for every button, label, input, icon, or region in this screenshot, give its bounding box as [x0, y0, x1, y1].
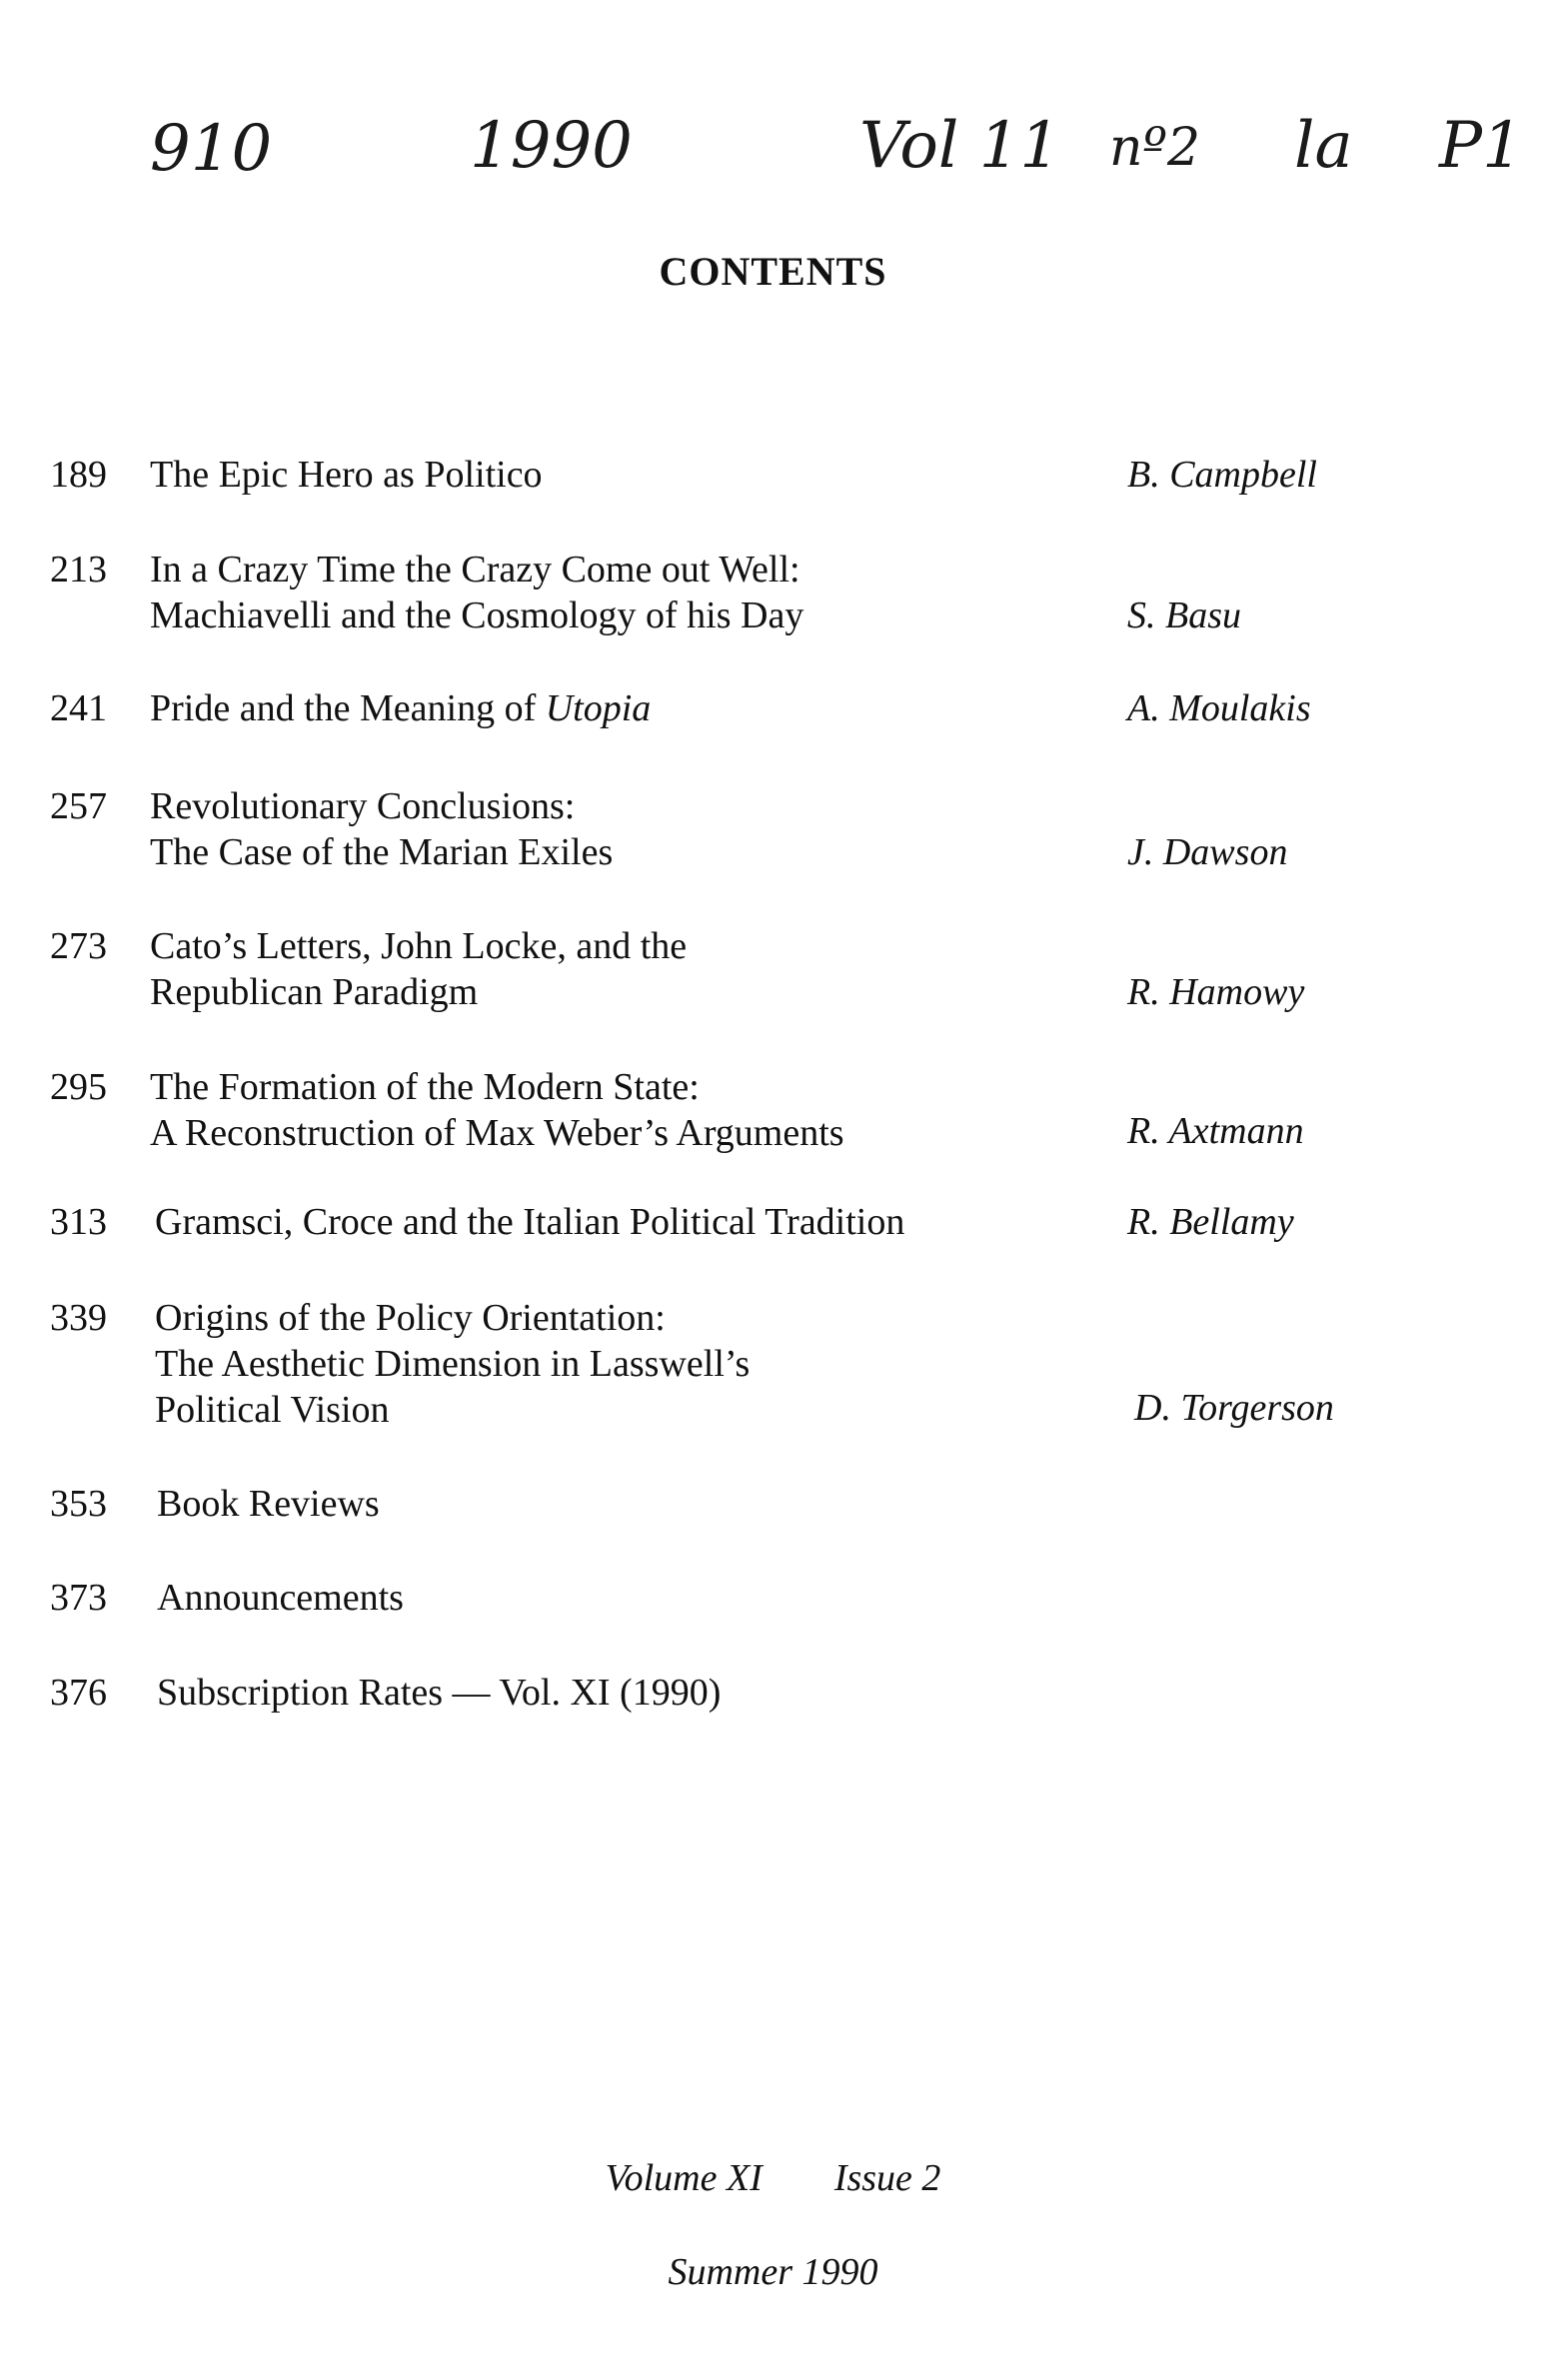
toc-author: B. Campbell	[1127, 454, 1317, 496]
toc-title-line: Political Vision	[155, 1389, 390, 1431]
toc-title-line: Revolutionary Conclusions:	[150, 785, 576, 827]
issue-label: Issue 2	[833, 2157, 941, 2199]
toc-title	[155, 1295, 750, 1433]
toc-page-number: 189	[50, 454, 107, 496]
handwritten-language: la	[1294, 109, 1353, 183]
toc-title	[150, 685, 651, 731]
toc-title-line: In a Crazy Time the Crazy Come out Well:	[150, 549, 800, 591]
toc-page-number: 241	[50, 687, 107, 729]
toc-title-text: Pride and the Meaning of	[150, 687, 546, 729]
toc-page-number: 213	[50, 549, 107, 591]
toc-page-number: 373	[50, 1577, 107, 1619]
handwritten-volume: Vol 11	[859, 109, 1061, 183]
toc-title	[157, 1575, 404, 1621]
toc-author: D. Torgerson	[1134, 1387, 1334, 1429]
issue-line	[0, 2156, 1546, 2200]
toc-title-line: Machiavelli and the Cosmology of his Day	[150, 595, 804, 636]
handwritten-classification: 910	[150, 112, 273, 186]
toc-title-line: A Reconstruction of Max Weber’s Arguments	[150, 1112, 844, 1154]
toc-author: J. Dawson	[1127, 831, 1288, 873]
toc-page-number: 273	[50, 925, 107, 967]
toc-title-line: Republican Paradigm	[150, 971, 479, 1013]
handwritten-annotation	[0, 95, 1546, 205]
toc-title	[157, 1481, 380, 1527]
toc-page-number: 339	[50, 1297, 107, 1339]
toc-title-line	[150, 685, 651, 731]
toc-title	[150, 783, 613, 875]
toc-author: R. Axtmann	[1127, 1110, 1304, 1152]
toc-title-line: The Case of the Marian Exiles	[150, 831, 614, 873]
toc-title-line: The Aesthetic Dimension in Lasswell’s	[155, 1343, 751, 1385]
toc-title	[150, 923, 687, 1015]
toc-page-number: 295	[50, 1066, 107, 1108]
handwritten-year: 1990	[470, 109, 633, 183]
toc-title-line: Subscription Rates — Vol. XI (1990)	[157, 1672, 722, 1714]
toc-title-line: The Formation of the Modern State:	[150, 1066, 700, 1108]
toc-title	[157, 1670, 721, 1716]
toc-author: R. Hamowy	[1127, 971, 1305, 1013]
toc-page-number: 353	[50, 1483, 107, 1525]
toc-title-italic: Utopia	[545, 687, 652, 729]
toc-title-line: Origins of the Policy Orientation:	[155, 1297, 666, 1339]
toc-title-line: Book Reviews	[157, 1483, 380, 1525]
page-title: CONTENTS	[659, 249, 887, 294]
volume-label: Volume XI	[605, 2157, 763, 2199]
season-label: Summer 1990	[668, 2251, 878, 2293]
toc-page-number: 257	[50, 785, 107, 827]
toc-title	[150, 547, 803, 638]
toc-title-line: Announcements	[157, 1577, 404, 1619]
toc-title-line: Cato’s Letters, John Locke, and the	[150, 925, 688, 967]
toc-page-number: 376	[50, 1672, 107, 1714]
toc-author: S. Basu	[1127, 595, 1241, 636]
handwritten-number: nº2	[1109, 118, 1201, 178]
toc-title-line: The Epic Hero as Politico	[150, 454, 543, 496]
toc-page-number: 313	[50, 1201, 107, 1243]
toc-title	[150, 1064, 844, 1156]
toc-title-line: Gramsci, Croce and the Italian Political Tradition	[155, 1201, 905, 1243]
toc-title	[155, 1199, 904, 1245]
toc-author: R. Bellamy	[1127, 1201, 1294, 1243]
toc-author: A. Moulakis	[1127, 687, 1311, 729]
toc-title	[150, 452, 543, 498]
handwritten-page: P1	[1439, 109, 1523, 183]
